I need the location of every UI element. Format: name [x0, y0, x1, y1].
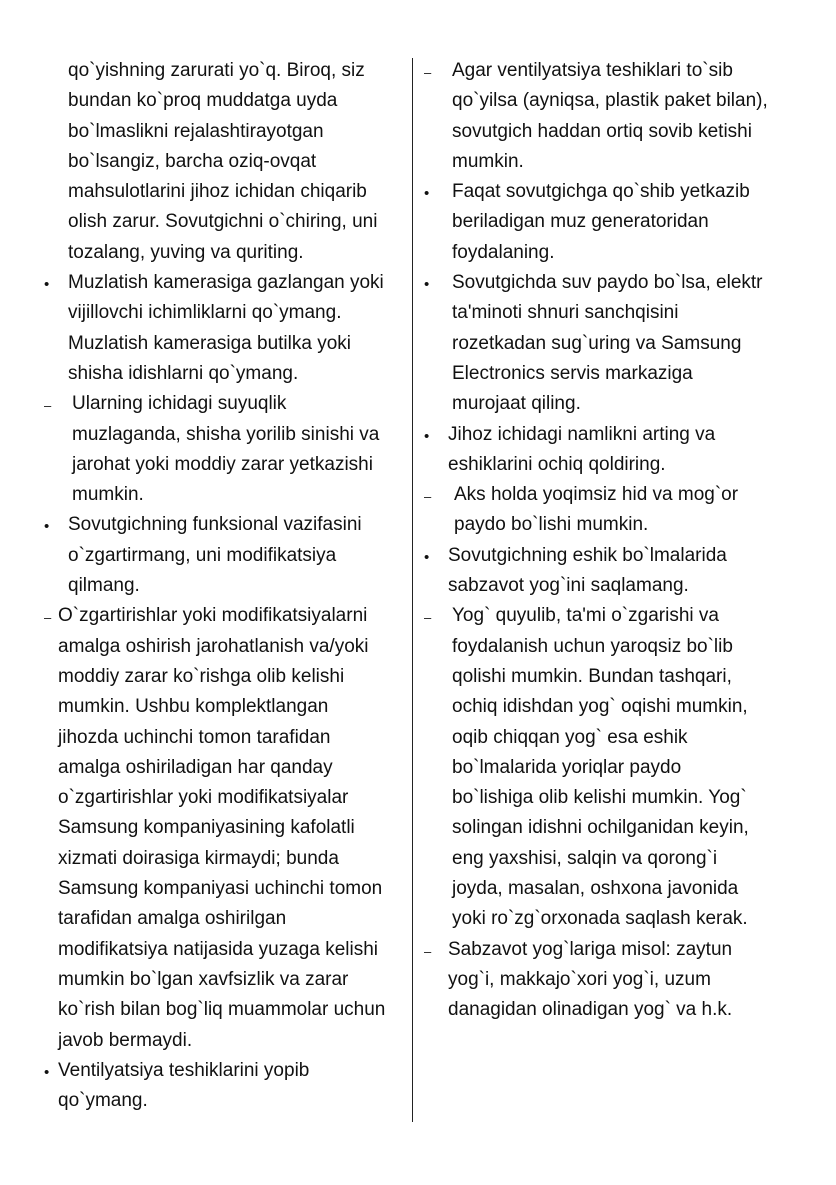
text-line: ko`rish bilan bog`liq muammolar uchun	[58, 999, 386, 1021]
text-line: O`zgartirishlar yoki modifikatsiyalarni	[58, 605, 368, 627]
text-line: Samsung kompaniyasi uchinchi tomon	[58, 878, 383, 900]
text-line: Sovutgichning eshik bo`lmalarida	[448, 544, 727, 566]
bullet-icon: •	[424, 427, 430, 445]
bullet-icon: •	[424, 548, 430, 566]
list-item-bullet	[44, 1056, 394, 1117]
dash-icon: –	[424, 489, 432, 505]
list-item-bullet	[44, 510, 394, 601]
text-line: mumkin.	[452, 150, 524, 172]
text-line: moddiy zarar ko`rishga olib kelishi	[58, 665, 345, 687]
text-line: Sovutgichda suv paydo bo`lsa, elektr	[452, 272, 763, 294]
bullet-icon: •	[44, 1063, 50, 1081]
text-line: foydalaning.	[452, 241, 555, 263]
list-item-dash	[424, 56, 784, 177]
text-line: paydo bo`lishi mumkin.	[454, 514, 649, 536]
text-line: tarafidan amalga oshirilgan	[58, 908, 287, 930]
list-item-bullet	[424, 177, 784, 268]
text-line: foydalanish uchun yaroqsiz bo`lib	[452, 635, 733, 657]
dash-icon: –	[424, 610, 432, 626]
text-line: bundan ko`proq muddatga uyda	[68, 90, 338, 112]
text-line: yoki ro`zg`orxonada saqlash kerak.	[452, 908, 748, 930]
text-line: Muzlatish kamerasiga gazlangan yoki	[68, 272, 384, 294]
text-line: Aks holda yoqimsiz hid va mog`or	[454, 484, 739, 506]
left-column	[44, 56, 394, 1116]
text-line: Ularning ichidagi suyuqlik	[72, 393, 287, 415]
text-line: bo`lmaslikni rejalashtirayotgan	[68, 120, 324, 142]
dash-icon: –	[424, 65, 432, 80]
text-line: jihozda uchinchi tomon tarafidan	[58, 726, 331, 748]
dash-icon: –	[424, 943, 432, 959]
list-item-dash	[44, 389, 394, 510]
text-line: o`zgartirmang, uni modifikatsiya	[68, 544, 337, 566]
text-line: mahsulotlarini jihoz ichidan chiqarib	[68, 181, 367, 203]
dash-icon: –	[44, 610, 52, 626]
bullet-icon: •	[44, 518, 50, 536]
list-item-bullet	[44, 268, 394, 389]
text-line: amalga oshiriladigan har qanday	[58, 756, 333, 778]
text-line: vijillovchi ichimliklarni qo`ymang.	[68, 302, 342, 324]
text-line: sabzavot yog`ini saqlamang.	[448, 575, 689, 597]
text-line: oqib chiqqan yog` esa eshik	[452, 726, 688, 748]
text-line: Agar ventilyatsiya teshiklari to`sib	[452, 60, 733, 81]
text-line: eshiklarini ochiq qoldiring.	[448, 453, 666, 475]
text-line: Jihoz ichidagi namlikni arting va	[448, 423, 716, 445]
text-line: eng yaxshisi, salqin va qorong`i	[452, 847, 718, 869]
text-line: mumkin bo`lgan xavfsizlik va zarar	[58, 968, 349, 990]
text-line: bo`lishiga olib kelishi mumkin. Yog`	[452, 787, 747, 809]
right-column	[424, 56, 784, 1026]
text-line: o`zgartirishlar yoki modifikatsiyalar	[58, 787, 349, 809]
text-line: qo`yishning zarurati yo`q. Biroq, siz	[68, 60, 365, 81]
list-item-bullet	[424, 268, 784, 419]
text-line: murojaat qiling.	[452, 393, 581, 415]
bullet-icon: •	[424, 276, 430, 294]
text-line: modifikatsiya natijasida yuzaga kelishi	[58, 938, 378, 960]
list-item-dash	[44, 601, 394, 1055]
dash-icon: –	[44, 398, 52, 414]
text-line: danagidan olinadigan yog` va h.k.	[448, 999, 733, 1021]
text-line: Muzlatish kamerasiga butilka yoki	[68, 332, 352, 354]
text-line: mumkin.	[72, 484, 144, 506]
text-line: Electronics servis markaziga	[452, 362, 693, 384]
text-line: joyda, masalan, oshxona javonida	[452, 878, 739, 900]
text-line: sovutgich haddan ortiq sovib ketishi	[452, 120, 752, 142]
list-item-bullet	[424, 541, 784, 602]
text-line: muzlaganda, shisha yorilib sinishi va	[72, 423, 380, 445]
list-item-dash	[424, 480, 784, 541]
text-line: javob bermaydi.	[58, 1029, 193, 1051]
list-item-bullet	[424, 420, 784, 481]
text-line: shisha idishlarni qo`ymang.	[68, 362, 299, 384]
text-line: Sovutgichning funksional vazifasini	[68, 514, 362, 536]
text-line: Sabzavot yog`lariga misol: zaytun	[448, 938, 733, 960]
text-line: xizmati doirasiga kirmaydi; bunda	[58, 847, 339, 869]
text-line: Faqat sovutgichga qo`shib yetkazib	[452, 181, 750, 203]
text-line: olish zarur. Sovutgichni o`chiring, uni	[68, 211, 378, 233]
text-line: rozetkadan sug`uring va Samsung	[452, 332, 742, 354]
text-line: mumkin. Ushbu komplektlangan	[58, 696, 329, 718]
text-line: bo`lmalarida yoriqlar paydo	[452, 756, 682, 778]
text-line: ta'minoti shnuri sanchqisini	[452, 302, 679, 324]
text-line: Yog` quyulib, ta'mi o`zgarishi va	[452, 605, 719, 627]
text-line: qo`yilsa (ayniqsa, plastik paket bilan),	[452, 90, 768, 112]
bullet-icon: •	[424, 185, 430, 203]
list-item-continuation	[44, 56, 394, 268]
text-line: tozalang, yuving va quriting.	[68, 241, 304, 263]
text-line: jarohat yoki moddiy zarar yetkazishi	[72, 453, 373, 475]
column-divider	[412, 58, 413, 1122]
list-item-dash	[424, 935, 784, 1026]
text-line: Ventilyatsiya teshiklarini yopib	[58, 1059, 310, 1081]
text-line: qilmang.	[68, 575, 140, 597]
text-line: qo`ymang.	[58, 1090, 148, 1112]
list-item-dash	[424, 601, 784, 934]
text-line: beriladigan muz generatoridan	[452, 211, 709, 233]
bullet-icon: •	[44, 276, 50, 294]
text-line: qolishi mumkin. Bundan tashqari,	[452, 665, 732, 687]
text-line: yog`i, makkajo`xori yog`i, uzum	[448, 968, 711, 990]
text-line: Samsung kompaniyasining kafolatli	[58, 817, 355, 839]
text-line: amalga oshirish jarohatlanish va/yoki	[58, 635, 369, 657]
text-line: bo`lsangiz, barcha oziq-ovqat	[68, 150, 317, 172]
text-line: ochiq idishdan yog` oqishi mumkin,	[452, 696, 748, 718]
text-line: solingan idishni ochilganidan keyin,	[452, 817, 749, 839]
